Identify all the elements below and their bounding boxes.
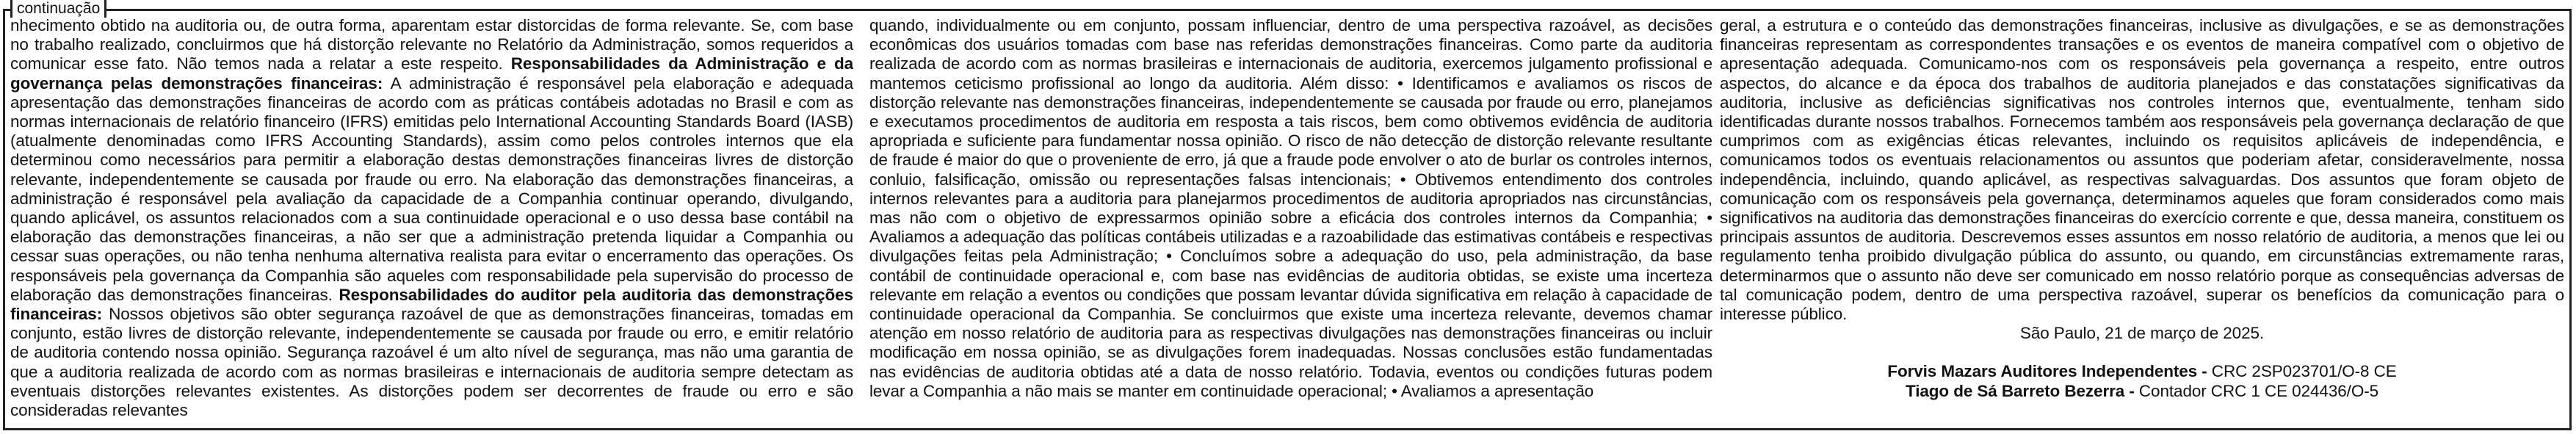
paragraph bbox=[1720, 16, 2564, 324]
firm-name: Forvis Mazars Auditores Independentes - bbox=[1887, 362, 2207, 381]
auditor-name: Tiago de Sá Barreto Bezerra - bbox=[1905, 381, 2135, 400]
audit-procedures-text: quando, individualmente ou em conjunto, possam influenciar, dentro de uma perspectiva razoável, as decisões econômicas dos usuários tomadas com base nas referidas demonstrações financeiras. Como parte da auditoria realizada de acordo com as normas brasileiras e internacionais de auditoria, exercemos julgamento profissional e mantemos ceticismo profissional ao longo da auditoria. Além disso: • Identificamos e avaliamos os riscos de distorção relevante nas demonstrações financeiras, independentemente se causada por fraude ou erro, planejamos e executamos procedimentos de auditoria em resposta a tais riscos, bem como obtivemos evidência de auditoria apropriada e suficiente para fundamentar nossa opinião. O risco de não detecção de distorção relevante resultante de fraude é maior do que o proveniente de erro, já que a fraude pode envolver o ato de burlar os controles internos, conluio, falsificação, omissão ou representações falsas intencionais; • Obtivemos entendimento dos controles internos relevantes para a auditoria para planejarmos procedimentos de auditoria apropriados nas circunstâncias, mas não com o objetivo de expressarmos opinião sobre a eficácia dos controles internos da Companhia; • Avaliamos a adequação das políticas contábeis utilizadas e a razoabilidade das estimativas contábeis e respectivas divulgações feitas pela Administração; • Concluímos sobre a adequação do uso, pela administração, da base contábil de continuidade operacional e, com base nas evidências de auditoria obtidas, se existe uma incerteza relevante em relação a eventos ou condições que possam levantar dúvida significativa em relação à capacidade de continuidade operacional da Companhia. Se concluirmos que existe uma incerteza relevante, devemos chamar atenção em nosso relatório de auditoria para as respectivas divulgações nas demonstrações financeiras ou incluir modificação em nossa opinião, se as divulgações forem inadequadas. Nossas conclusões estão fundamentadas nas evidências de auditoria obtidas até a data de nosso relatório. Todavia, eventos ou condições futuras podem levar a Companhia a não mais se manter em continuidade operacional; • Avaliamos a apresentação bbox=[869, 16, 1712, 400]
text-column-2 bbox=[869, 16, 1712, 424]
spacer bbox=[1720, 343, 2564, 362]
firm-signature bbox=[1720, 362, 2564, 381]
date-line: São Paulo, 21 de março de 2025. bbox=[2019, 324, 2265, 343]
auditor-crc: Contador CRC 1 CE 024436/O-5 bbox=[2134, 381, 2379, 400]
management-responsibilities-text: A administração é responsável pela elaboração e adequada apresentação das demonstrações financeiras de acordo com as práticas contábeis adotadas no Brasil e com as normas internacionais de relatório financeiro (IFRS) emitidas pelo International Accounting Standards Board (IASB) (atualmente denominadas como IFRS Accounting Standards), assim como pelos controles internos que ela determinou como necessários para permitir a elaboração destas demonstrações financeiras livres de distorção relevante, independentemente se causada por fraude ou erro. Na elaboração das demonstrações financeiras, a administração é responsável pela avaliação da capacidade de a Companhia continuar operando, divulgando, quando aplicável, os assuntos relacionados com a sua continuidade operacional e o uso dessa base contábil na elaboração das demonstrações financeiras, a não ser que a administração pretenda liquidar a Companhia ou cessar suas operações, ou não tenha nenhuma alternativa realista para evitar o encerramento das operações. Os responsáveis pela governança da Companhia são aqueles com responsabilidade pela supervisão do processo de elaboração das demonstrações financeiras. bbox=[10, 73, 853, 304]
section-heading-management-responsibilities: Responsabilidades da Administração e da governança pelas demonstrações financeiras: bbox=[10, 54, 853, 93]
auditor-responsibilities-text: Nossos objetivos são obter segurança razoável de que as demonstrações financeiras, tomadas em conjunto, estão livres de distorção relevante, independentemente se causada por fraude ou erro, e emitir relatório de auditoria contendo nossa opinião. Segurança razoável é um alto nível de segurança, mas não uma garantia de que a auditoria realizada de acordo com as normas brasileiras e internacionais de auditoria sempre detectam as eventuais distorções relevantes existentes. As distorções podem ser decorrentes de fraude ou erro e são consideradas relevantes bbox=[10, 305, 853, 420]
paragraph bbox=[10, 16, 853, 420]
section-heading-auditor-responsibilities: Responsabilidades do auditor pela auditoria das demonstrações financeiras: bbox=[10, 285, 853, 324]
report-management-text: nhecimento obtido na auditoria ou, de outra forma, aparentam estar distorcidas de forma relevante. Se, com base no trabalho realizado, concluirmos que há distorção relevante no Relatório da Administração, somos requeridos a comunicar esse fato. Não temos nada a relatar a este respeito. bbox=[10, 16, 853, 73]
text-column-1 bbox=[10, 16, 853, 424]
governance-communication-text: geral, a estrutura e o conteúdo das demonstrações financeiras, inclusive as divulgações, e se as demonstrações financeiras representam as correspondentes transações e os eventos de maneira compatível com o objetivo de apresentação adequada. Comunicamo-nos com os responsáveis pela governança a respeito, entre outros aspectos, do alcance e da época dos trabalhos de auditoria planejados e das constatações significativas da auditoria, inclusive as deficiências significativas nos controles internos que, eventualmente, tenham sido identificadas durante nossos trabalhos. Fornecemos também aos responsáveis pela governança declaração de que cumprimos com as exigências éticas relevantes, incluindo os requisitos aplicáveis de independência, e comunicamos todos os eventuais relacionamentos ou assuntos que poderiam afetar, consideravelmente, nossa independência, incluindo, quando aplicável, as respectivas salvaguardas. Dos assuntos que foram objeto de comunicação com os responsáveis pela governança, determinamos aqueles que foram considerados como mais significativos na auditoria das demonstrações financeiras do exercício corrente e que, dessa maneira, constituem os principais assuntos de auditoria. Descrevemos esses assuntos em nosso relatório de auditoria, a menos que lei ou regulamento tenha proibido divulgação pública do assunto, ou quando, em circunstâncias extremamente raras, determinarmos que o assunto não deve ser comunicado em nosso relatório porque as consequências adversas de tal comunicação podem, dentro de uma perspectiva razoável, superar os benefícios da comunicação para o interesse público. bbox=[1720, 16, 2564, 324]
text-column-3 bbox=[1720, 16, 2564, 424]
firm-crc: CRC 2SP023701/O-8 CE bbox=[2207, 362, 2397, 381]
auditor-signature bbox=[1720, 382, 2564, 401]
paragraph bbox=[869, 16, 1712, 401]
continuation-tab: continuação bbox=[10, 0, 106, 18]
